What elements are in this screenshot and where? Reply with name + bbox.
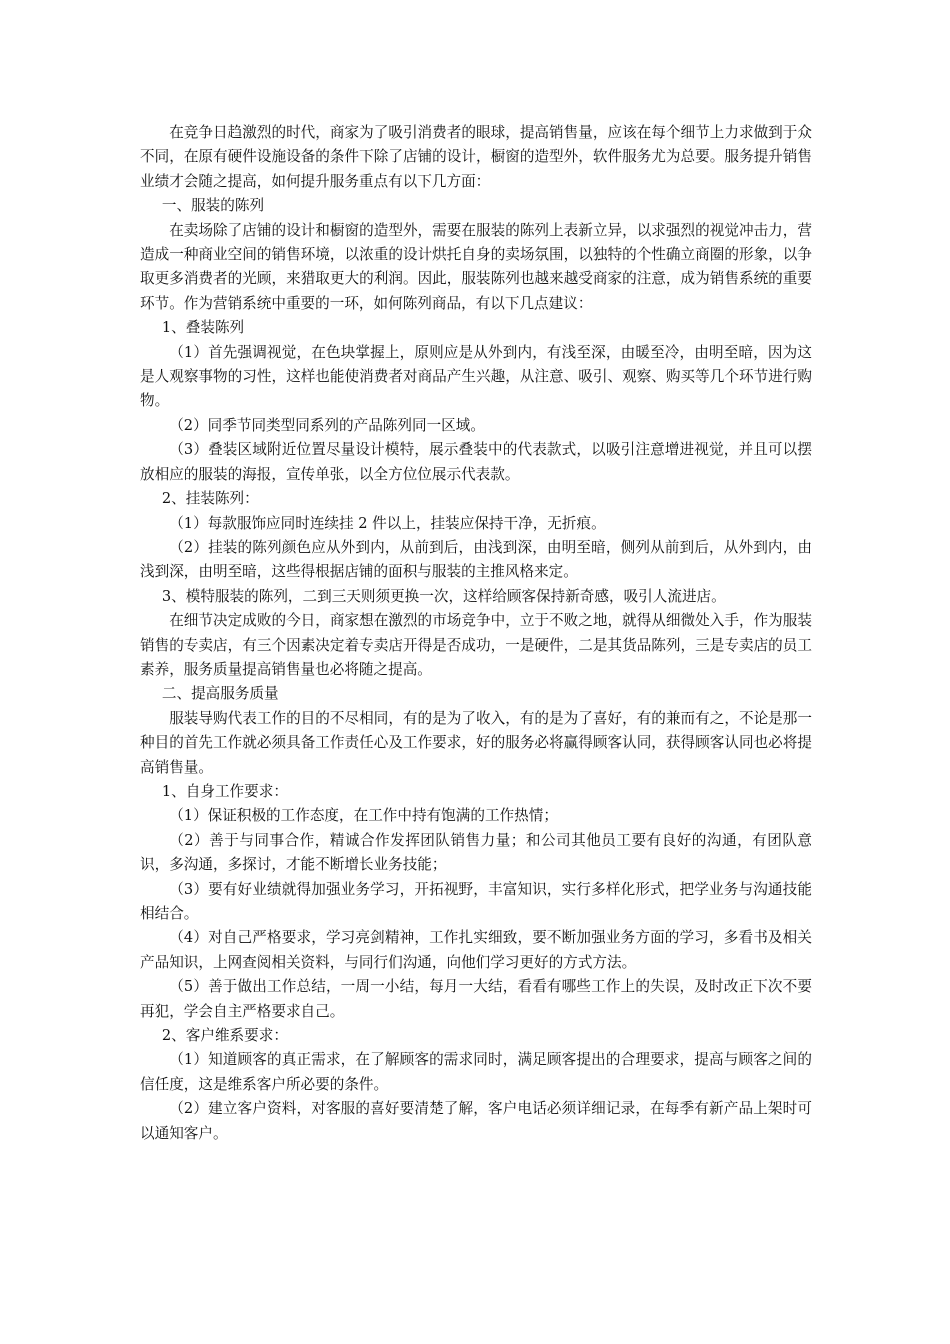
document-body <box>140 121 812 1146</box>
list-item: （1）保证积极的工作态度，在工作中持有饱满的工作热情； <box>169 807 558 825</box>
display-paragraph: 在卖场除了店铺的设计和橱窗的造型外，需要在服装的陈列上表新立异，以求强烈的视觉冲击力，营造成一种商业空间的销售环境，以浓重的设计烘托自身的卖场氛围，以独特的个性确立商圈的形象，以争取更多消费者的光顾，来猎取更大的利润。因此，服装陈列也越来越受商家的注意，成为销售系统的重要环节。作为营销系统中重要的一环，如何陈列商品，有以下几点建议： <box>140 221 812 312</box>
list-item: （1）知道顾客的真正需求，在了解顾客的需求同时，满足顾客提出的合理要求，提高与顾客之间的信任度，这是维系客户所必要的条件。 <box>140 1051 812 1093</box>
list-item: （1）每款服饰应同时连续挂 2 件以上，挂装应保持干净，无折痕。 <box>169 514 606 532</box>
list-item: （2）同季节同类型同系列的产品陈列同一区域。 <box>169 416 485 434</box>
subheading-model-display: 3、模特服装的陈列，二到三天则须更换一次，这样给顾客保持新奇感，吸引人流进店。 <box>161 587 726 605</box>
intro-paragraph: 在竞争日趋激烈的时代，商家为了吸引消费者的眼球，提高销售量，应该在每个细节上力求做到于众不同，在原有硬件设施设备的条件下除了店铺的设计，橱窗的造型外，软件服务尤为总要。服务提升销售业绩才会随之提高，如何提升服务重点有以下几方面： <box>140 124 812 190</box>
list-item: （5）善于做出工作总结，一周一小结，每月一大结，看看有哪些工作上的失误，及时改正下次不要再犯，学会自主严格要求自己。 <box>140 978 812 1020</box>
details-paragraph: 在细节决定成败的今日，商家想在激烈的市场竞争中，立于不败之地，就得从细微处入手，作为服装销售的专卖店，有三个因素决定着专卖店开得是否成功，一是硬件，二是其货品陈列，三是专卖店的员工素养，服务质量提高销售量也必将随之提高。 <box>140 612 812 678</box>
subheading-self-requirements: 1、自身工作要求： <box>161 782 288 800</box>
list-item: （2）挂装的陈列颜色应从外到内，从前到后，由浅到深，由明至暗，侧列从前到后，从外到内，由浅到深，由明至暗，这些得根据店铺的面积与服装的主推风格来定。 <box>140 538 812 581</box>
section-heading-service: 二、提高服务质量 <box>161 685 279 703</box>
section-heading-display: 一、服装的陈列 <box>161 197 265 215</box>
subheading-folded-display: 1、叠装陈列 <box>161 319 245 337</box>
subheading-hanging-display: 2、挂装陈列： <box>161 490 259 508</box>
subheading-customer-maintenance: 2、客户维系要求： <box>161 1027 288 1045</box>
list-item: （1）首先强调视觉，在色块掌握上，原则应是从外到内，有浅至深，由暖至冷，由明至暗，因为这是人观察事物的习性，这样也能使消费者对商品产生兴趣，从注意、吸引、观察、购买等几个环节进行购物。 <box>140 343 812 410</box>
list-item: （4）对自己严格要求，学习亮剑精神，工作扎实细致，要不断加强业务方面的学习，多看书及相关产品知识，上网查阅相关资料，与同行们沟通，向他们学习更好的方式方法。 <box>140 929 812 971</box>
list-item: （2）建立客户资料，对客服的喜好要清楚了解，客户电话必须详细记录，在每季有新产品上架时可以通知客户。 <box>140 1100 812 1142</box>
list-item: （2）善于与同事合作，精诚合作发挥团队销售力量；和公司其他员工要有良好的沟通，有团队意识，多沟通，多探讨，才能不断增长业务技能； <box>140 831 812 874</box>
list-item: （3）要有好业绩就得加强业务学习，开拓视野，丰富知识，实行多样化形式，把学业务与沟通技能相结合。 <box>140 880 812 922</box>
list-item: （3）叠装区域附近位置尽量设计模特，展示叠装中的代表款式，以吸引注意增进视觉，并且可以摆放相应的服装的海报，宣传单张，以全方位位展示代表款。 <box>140 441 812 483</box>
service-paragraph: 服装导购代表工作的目的不尽相同，有的是为了收入，有的是为了喜好，有的兼而有之，不论是那一种目的首先工作就必须具备工作责任心及工作要求，好的服务必将赢得顾客认同，获得顾客认同也必将提高销售量。 <box>140 709 812 776</box>
